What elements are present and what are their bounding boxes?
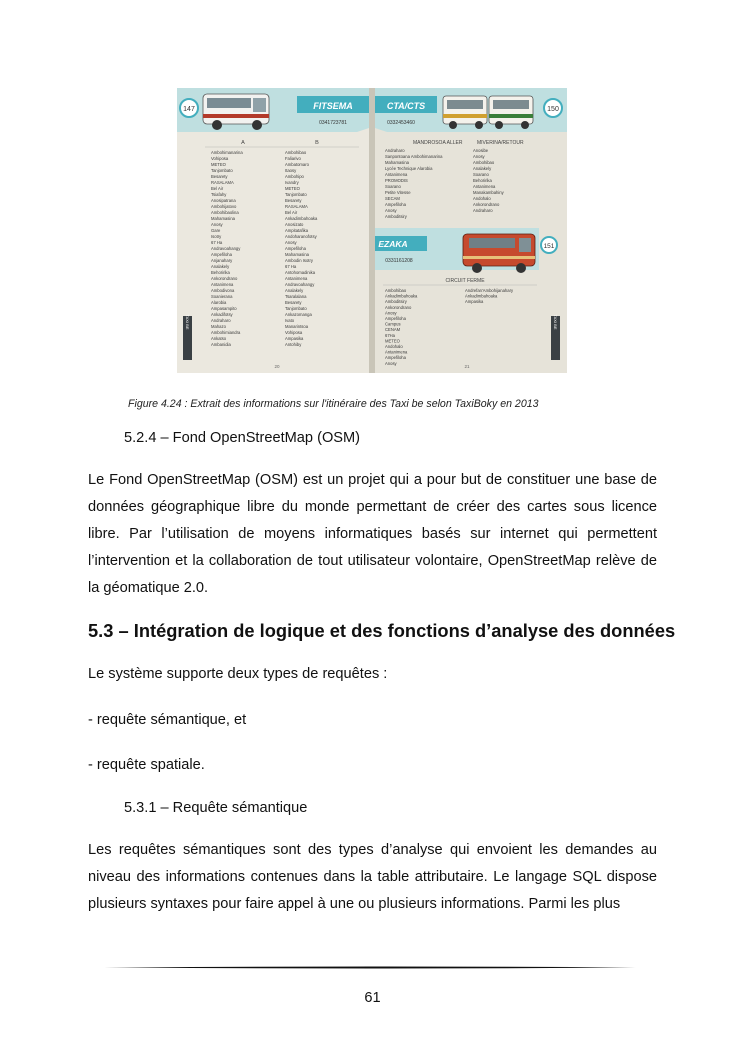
scan-footer-left: 20 [274, 364, 280, 369]
stop-name: Isotry [211, 234, 222, 239]
stop-name: Ambohimanarina [211, 150, 243, 155]
stop-name: RASALAMA [211, 180, 234, 185]
stop-name: Ampasampito [211, 306, 237, 311]
stop-name: Andraharo [211, 318, 231, 323]
stop-name: 67 Ha [285, 264, 297, 269]
paragraph-osm: Le Fond OpenStreetMap (OSM) est un projet qui a pour but de constituer une base de données géographique libre du monde permettant de créer des cartes sous licence libre. Par l’utilisation de moyens informatiques basés sur internet qui permettent l’intervention et la collaboration de tout utilisateur volontaire, OpenStreetMap relève de la géomatique 2.0. [88, 472, 657, 596]
intro-requetes: Le système supporte deux types de requêtes : [88, 666, 388, 682]
stop-name: Soarano [473, 172, 489, 177]
right-margin-tab: TAXI BE [553, 314, 558, 330]
stop-name: Ambodivona [211, 288, 235, 293]
stop-name: Ambohibao [385, 288, 407, 293]
stop-name: Ampefiloha [285, 246, 306, 251]
taxiboky-figure [177, 88, 567, 373]
stop-name: Petite Vitesse [385, 190, 411, 195]
stop-name: Sanpontoana Ambohimanarina [385, 154, 443, 159]
stop-name: Anosy [211, 222, 223, 227]
stop-name: Anosipatrana [211, 198, 236, 203]
stop-name: Vohiposa [211, 156, 229, 161]
stop-name: Antohomadinika [285, 270, 316, 275]
stop-name: Lycée Technique Alarobia [385, 166, 433, 171]
stop-name: Andohalo [473, 196, 491, 201]
figure-caption: Figure 4.24 : Extrait des informations sur l'itinéraire des Taxi be selon TaxiBoky en 2013 [128, 398, 539, 410]
stop-name: Ampasika [465, 299, 484, 305]
stop-name: Manakambahiny [473, 190, 504, 195]
stop-name: Antanimena [211, 282, 234, 287]
stop-name: Ankorondrano [473, 202, 500, 207]
stop-name: Analakely [285, 288, 304, 293]
stop-name: Ankazomanga [285, 312, 312, 317]
stop-name: Andravoahangy [285, 282, 315, 287]
stop-name: Faliarivo [285, 156, 301, 161]
list-item-semantique: - requête sémantique, et [88, 712, 247, 728]
stop-name: Andohalo [385, 344, 403, 349]
stop-name: Ambohibaolina [211, 210, 239, 215]
section-heading-531: 5.3.1 – Requête sémantique [124, 800, 308, 816]
stop-name: Ampefiloha [385, 355, 406, 361]
stop-name: Anosy [285, 240, 297, 245]
right-route-retour: MIVERINA/RETOUR [477, 140, 524, 146]
stop-name: Ivato [285, 318, 295, 323]
stop-name: Anjanahary [211, 258, 233, 263]
stop-name: Manarintsoa [285, 324, 309, 329]
stop-name: Ampefiloha [385, 316, 406, 321]
stop-name: Ampasika [285, 336, 304, 341]
col-b-header: B [315, 140, 319, 146]
stop-name: Soarano [385, 184, 401, 189]
stop-name: Anosibe [473, 148, 489, 153]
stop-name: Andravoahangy [211, 246, 241, 251]
right-brand: CTA/CTS [386, 101, 426, 111]
stop-name: Ankadimbahoaka [285, 216, 318, 221]
stop-name: METEO [385, 338, 400, 344]
stop-name: Ambohijatovo [211, 204, 237, 209]
stop-name: CENAM [385, 327, 401, 333]
stop-name: Behoririka [473, 178, 492, 183]
stop-name: Andoharanofotsy [285, 234, 317, 239]
stop-name: Besarety [211, 174, 228, 179]
stop-name: Ampitatafika [285, 228, 309, 233]
stop-name: Behoririka [211, 270, 230, 275]
stop-name: Antanimena [385, 349, 408, 355]
stop-name: Vohiposa [285, 330, 303, 335]
stop-name: Mahamasina [385, 160, 409, 165]
stop-name: Antanimena [285, 276, 308, 281]
stop-name: Ampefiloha [385, 202, 406, 207]
stop-name: Ivandry [285, 180, 299, 185]
taxiboky-scan [177, 88, 567, 373]
stop-name: Ambodin Isotry [285, 258, 313, 263]
stop-name: Anosy [385, 310, 397, 316]
stop-name: Campus [385, 321, 401, 327]
stop-name: Ankadifotsy [211, 312, 233, 317]
stop-name: SECAM [385, 196, 400, 201]
page-number: 61 [364, 990, 381, 1006]
section-heading-53: 5.3 – Intégration de logique et des fonctions d’analyse des données [88, 620, 676, 641]
stop-name: PROMODIS [385, 178, 408, 183]
stop-name: Alarobia [211, 300, 227, 305]
left-page-number: 147 [183, 106, 195, 113]
ezaka-brand: EZAKA [378, 239, 408, 249]
stop-name: RASALAMA [285, 204, 308, 209]
stop-name: Itaosy [285, 168, 297, 173]
left-margin-tab: TAXI BE [185, 314, 190, 330]
stop-name: Ambohipo [285, 174, 304, 179]
left-phone: 0341723781 [319, 120, 347, 126]
stop-name: Antohiby [285, 342, 302, 347]
stop-name: Ampefiloha [211, 252, 232, 257]
stop-name: Analakely [473, 166, 492, 171]
footer-rule [104, 966, 642, 969]
stop-name: Antanimena [473, 184, 496, 189]
stop-name: METEO [211, 162, 226, 167]
stop-name: Bel Air [285, 210, 298, 215]
stop-name: Andraharo [385, 148, 405, 153]
stop-name: Amboditsiry [385, 299, 407, 305]
right-phone: 0332453460 [387, 120, 415, 126]
stop-name: Tanjombato [285, 192, 307, 197]
ezaka-route: CIRCUIT FERME [445, 278, 485, 284]
col-a-header: A [241, 140, 245, 146]
stop-name: Anosy [473, 154, 485, 159]
stop-name: Andrefan'Ambohijanahary [465, 288, 514, 293]
stop-name: Besarety [285, 198, 302, 203]
list-item-spatiale: - requête spatiale. [88, 757, 205, 773]
stop-name: Ambohimiandra [211, 330, 241, 335]
stop-name: Ambanidia [211, 342, 231, 347]
stop-name: Mahamasina [285, 252, 309, 257]
stop-name: Mahazo [211, 324, 226, 329]
stop-name: METEO [285, 186, 300, 191]
stop-name: Bel Air [211, 186, 224, 191]
stop-name: Ambohibao [473, 160, 495, 165]
stop-name: Ankadimbahoaka [385, 293, 418, 299]
stop-name: Ankorondrano [385, 304, 412, 310]
stop-name: 67Ha [385, 332, 396, 338]
stop-name: Gare [211, 228, 221, 233]
ezaka-phone: 0331161208 [385, 258, 413, 264]
stop-name: Tanjombato [211, 168, 233, 173]
right-route-aller: MANDROSOA ALLER [413, 140, 463, 146]
stop-name: Ankorondrano [211, 276, 238, 281]
stop-name: Ankatso [211, 336, 227, 341]
stop-name: Ankadimbahoaka [465, 293, 498, 299]
scan-footer-right: 21 [464, 364, 470, 369]
stop-name: Anosy [385, 208, 397, 213]
stop-name: Andraharo [473, 208, 493, 213]
paragraph-semantique: Les requêtes sémantiques sont des types d’analyse qui envoient les demandes au niveau des informations contenues dans la table attributaire. Le langage SQL dispose plusieurs syntaxes pour faire appel à une ou plusieurs informations. Parmi les plus [88, 842, 657, 912]
stop-name: Besarety [285, 300, 302, 305]
right-page-number: 150 [547, 106, 559, 113]
stop-name: Amboditsiry [385, 214, 407, 219]
stop-name: Anosizato [285, 222, 304, 227]
stop-name: 67 Ha [211, 240, 223, 245]
stop-name: Soanierana [211, 294, 233, 299]
stop-name: Ambatomaro [285, 162, 309, 167]
stop-name: Anosy [385, 360, 397, 366]
left-brand: FITSEMA [313, 101, 353, 111]
stop-name: Analakely [211, 264, 230, 269]
ezaka-page-number: 151 [543, 243, 555, 250]
section-heading-524: 5.2.4 – Fond OpenStreetMap (OSM) [124, 430, 361, 446]
stop-name: Tsiafahy [211, 192, 227, 197]
stop-name: Antanimena [385, 172, 408, 177]
stop-name: Ambohibao [285, 150, 307, 155]
stop-name: Tanjombato [285, 306, 307, 311]
stop-name: Mahamasina [211, 216, 235, 221]
stop-name: Tsaralalana [285, 294, 307, 299]
